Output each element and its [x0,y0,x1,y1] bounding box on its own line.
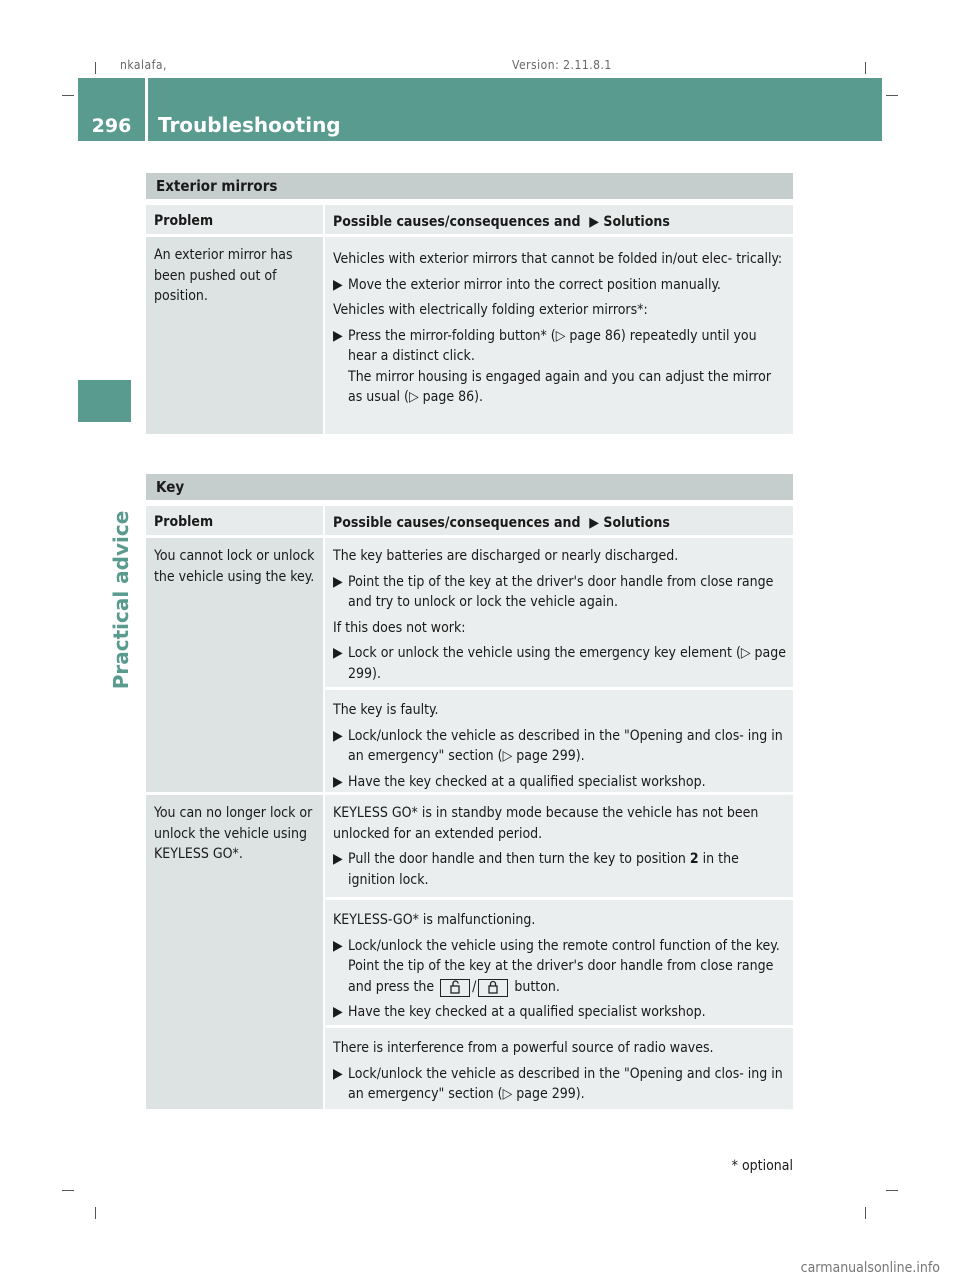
step-arrow-icon: ▶ [333,645,343,661]
print-meta-left: nkalafa, [120,58,167,72]
table-row [146,237,793,434]
print-meta-right: Version: 2.11.8.1 [512,58,612,72]
page-header [78,78,882,141]
step-arrow-icon: ▶ [333,851,343,867]
step-text: button. [514,978,560,995]
step-text: Lock or unlock the vehicle using the emergency key element (▷ page 299). [348,645,787,682]
key-position-number: 2 [689,851,699,867]
crop-mark [886,1190,898,1191]
section-title: Key [146,474,793,500]
column-header-solutions-label: Solutions [603,515,670,531]
solution-step [333,275,787,296]
step-text: Lock/unlock the vehicle as described in the "Opening and clos- ing in an emergency" section (▷ page 299). [348,727,783,764]
step-text: Point the tip of the key at the driver's door handle from close range and try to unlock or lock the vehicle again. [348,573,774,610]
solution-arrow-icon: ▶ [584,515,599,531]
column-header-solutions-label: Solutions [603,214,670,230]
step-arrow-icon: ▶ [333,327,343,344]
header-divider [145,78,148,141]
cause-text: The key batteries are discharged or nearly discharged. [333,548,679,564]
column-header-causes [325,506,793,535]
table-header [146,205,793,234]
watermark: carmanualsonline.info [800,1260,940,1276]
solution-arrow-icon: ▶ [584,214,599,230]
cause-text: There is interference from a powerful source of radio waves. [333,1040,714,1056]
page-number: 296 [91,115,132,137]
cause-block [325,538,793,687]
solution-step [333,726,787,767]
step-text: in the ignition lock. [348,851,739,888]
cause-block [325,237,793,434]
cause-text: The key is faulty. [333,702,439,718]
column-header-causes-label: Possible causes/consequences and [333,515,581,531]
solution-step [333,572,787,613]
solution-step [333,936,787,998]
step-text: Press the mirror-folding button* (▷ page 86) repeatedly until you hear a distinct click. [348,327,757,364]
step-arrow-icon: ▶ [333,276,343,293]
crop-mark [62,95,74,96]
solution-step [333,849,787,890]
unlock-icon [440,979,470,997]
step-arrow-icon: ▶ [333,573,343,590]
table-row [146,795,793,1109]
chapter-label: Practical advice [109,510,133,690]
step-text: Lock/unlock the vehicle using the remote control function of the key. Point the tip of the key at the driver's door handle from close range and press the [348,937,780,995]
problem-cell: You can no longer lock or unlock the vehicle using KEYLESS GO*. [146,795,323,1109]
crop-mark [62,1190,74,1191]
chapter-tab [78,380,131,422]
cause-text: Vehicles with electrically folding exterior mirrors*: [333,302,648,318]
column-header-problem: Problem [146,205,323,234]
cause-text: KEYLESS-GO* is malfunctioning. [333,912,536,928]
solution-step [333,643,787,684]
cause-text: If this does not work: [333,619,466,636]
step-arrow-icon: ▶ [333,937,343,954]
crop-mark [95,62,96,74]
causes-cell [325,795,793,1109]
crop-mark [95,1207,96,1219]
column-header-causes [325,205,793,234]
causes-cell [325,237,793,434]
causes-cell [325,538,793,792]
step-text: Move the exterior mirror into the correct position manually. [348,276,721,293]
step-arrow-icon: ▶ [333,1004,343,1020]
table-header [146,506,793,535]
cause-block [325,900,793,1025]
column-header-problem: Problem [146,506,323,535]
section-exterior-mirrors [146,173,793,437]
step-result-text: The mirror housing is engaged again and you can adjust the mirror as usual (▷ page 86). [348,368,772,405]
cause-block [325,690,793,792]
optional-footnote: * optional [731,1158,793,1174]
solution-step [333,772,787,793]
step-arrow-icon: ▶ [333,1065,343,1082]
step-text: Have the key checked at a qualified specialist workshop. [348,1004,706,1020]
step-arrow-icon: ▶ [333,773,343,790]
solution-step [333,326,787,408]
lock-icon [478,979,508,997]
problem-cell: You cannot lock or unlock the vehicle using the key. [146,538,323,792]
step-text: Lock/unlock the vehicle as described in the "Opening and clos- ing in an emergency" section (▷ page 299). [348,1065,783,1102]
solution-step [333,1002,787,1023]
cause-block [325,795,793,897]
section-title: Exterior mirrors [146,173,793,199]
solution-step [333,1064,787,1105]
step-text: Pull the door handle and then turn the key to position [348,851,686,867]
problem-cell: An exterior mirror has been pushed out of position. [146,237,323,434]
cause-block [325,1028,793,1109]
section-key [146,474,793,1112]
table-row [146,538,793,792]
page-title: Troubleshooting [158,113,341,137]
crop-mark [865,1207,866,1219]
crop-mark [865,62,866,74]
cause-text: KEYLESS GO* is in standby mode because the vehicle has not been unlocked for an extended period. [333,805,759,842]
step-text: Have the key checked at a qualified specialist workshop. [348,773,706,790]
button-separator: / [472,978,477,995]
step-arrow-icon: ▶ [333,727,343,744]
column-header-causes-label: Possible causes/consequences and [333,214,581,230]
cause-text: Vehicles with exterior mirrors that cannot be folded in/out elec- trically: [333,251,783,267]
crop-mark [886,95,898,96]
